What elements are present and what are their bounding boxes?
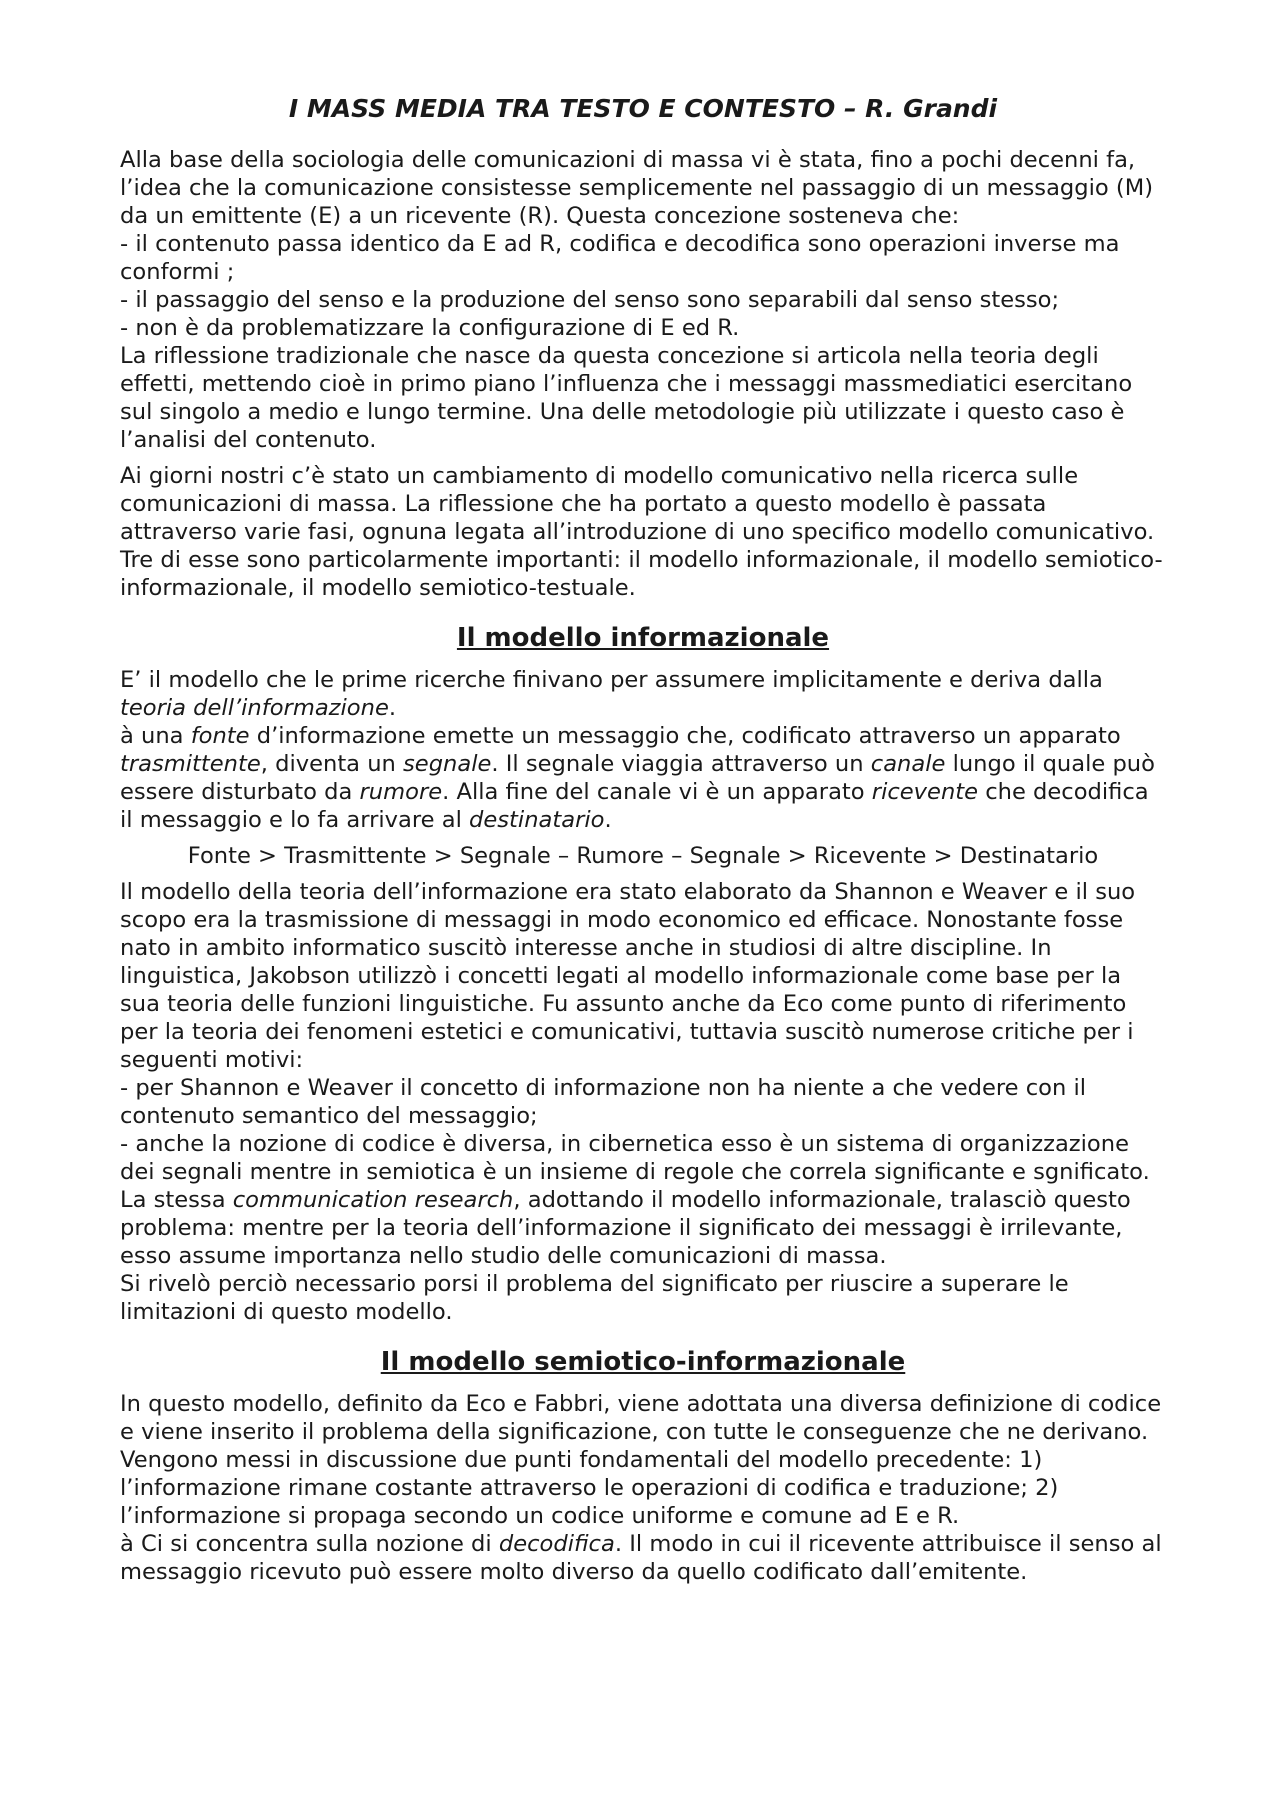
section-paragraph: La stessa communication research, adottando il modello informazionale, tralasciò questo problema: mentre per la teoria dell’informazione il significato dei messaggi è irrilevante, esso assume importanza nello studio delle comunicazioni di massa. [120, 1187, 1131, 1269]
intro-paragraph: Alla base della sociologia delle comunicazioni di massa vi è stata, fino a pochi decenni fa, l’idea che la comunicazione consistesse semplicemente nel passaggio di un messaggio (M) da un emittente (E) a un ricevente (R). Questa concezione sosteneva che: [120, 147, 1154, 229]
model-chain: Fonte > Trasmittente > Segnale – Rumore – Segnale > Ricevente > Destinatario [187, 843, 1099, 869]
document-title: I MASS MEDIA TRA TESTO E CONTESTO – R. Grandi [288, 94, 998, 123]
intro-paragraph: La riflessione tradizionale che nasce da questa concezione si articola nella teoria degli effetti, mettendo cioè in primo piano l’influenza che i messaggi massmediatici esercitano sul singolo a medio e lungo termine. Una delle metodologie più utilizzate i questo caso è l’analisi del contenuto. [120, 343, 1133, 453]
section-paragraph: E’ il modello che le prime ricerche finivano per assumere implicitamente e deriva dalla teoria dell’informazione. [120, 667, 1103, 721]
section-paragraph: Il modello della teoria dell’informazione era stato elaborato da Shannon e Weaver e il suo scopo era la trasmissione di messaggi in modo economico ed efficace. Nonostante fosse nato in ambito informatico suscitò interesse anche in studiosi di altre discipline. In linguistica, Jakobson utilizzò i concetti legati al modello informazionale come base per la sua teoria delle funzioni linguistiche. Fu assunto anche da Eco come punto di riferimento per la teoria dei fenomeni estetici e comunicativi, tuttavia suscitò numerose critiche per i seguenti motivi: [120, 879, 1136, 1073]
section-paragraph: Si rivelò perciò necessario porsi il problema del significato per riuscire a superare le limitazioni di questo modello. [120, 1271, 1069, 1325]
section-bullet: - anche la nozione di codice è diversa, in cibernetica esso è un sistema di organizzazione dei segnali mentre in semiotica è un insieme di regole che correla significante e sgnificato. [120, 1131, 1150, 1185]
intro-paragraph: Ai giorni nostri c’è stato un cambiamento di modello comunicativo nella ricerca sulle comunicazioni di massa. La riflessione che ha portato a questo modello è passata attraverso varie fasi, ognuna legata all’introduzione di uno specifico modello comunicativo. Tre di esse sono particolarmente importanti: il modello informazionale, il modello semiotico-informazionale, il modello semiotico-testuale. [120, 463, 1163, 601]
section-heading-semiotico-informazionale: Il modello semiotico-informazionale [380, 1347, 906, 1377]
document-body [120, 94, 1166, 1586]
section-paragraph: à Ci si concentra sulla nozione di decodifica. Il modo in cui il ricevente attribuisce il senso al messaggio ricevuto può essere molto diverso da quello codificato dall’emitente. [120, 1531, 1162, 1585]
section-paragraph: à una fonte d’informazione emette un messaggio che, codificato attraverso un apparato trasmittente, diventa un segnale. Il segnale viaggia attraverso un canale lungo il quale può essere disturbato da rumore. Alla fine del canale vi è un apparato ricevente che decodifica il messaggio e lo fa arrivare al destinatario. [120, 723, 1155, 833]
intro-bullet: - il passaggio del senso e la produzione del senso sono separabili dal senso stesso; [120, 287, 1060, 313]
intro-bullet: - non è da problematizzare la configurazione di E ed R. [120, 315, 740, 341]
section-paragraph: In questo modello, definito da Eco e Fabbri, viene adottata una diversa definizione di codice e viene inserito il problema della significazione, con tutte le conseguenze che ne derivano. Vengono messi in discussione due punti fondamentali del modello precedente: 1) l’informazione rimane costante attraverso le operazioni di codifica e traduzione; 2) l’informazione si propaga secondo un codice uniforme e comune ad E e R. [120, 1391, 1162, 1529]
section-heading-informazionale: Il modello informazionale [456, 623, 830, 653]
section-bullet: - per Shannon e Weaver il concetto di informazione non ha niente a che vedere con il contenuto semantico del messaggio; [120, 1075, 1087, 1129]
intro-bullet: - il contenuto passa identico da E ad R, codifica e decodifica sono operazioni inverse ma conformi ; [120, 231, 1120, 285]
